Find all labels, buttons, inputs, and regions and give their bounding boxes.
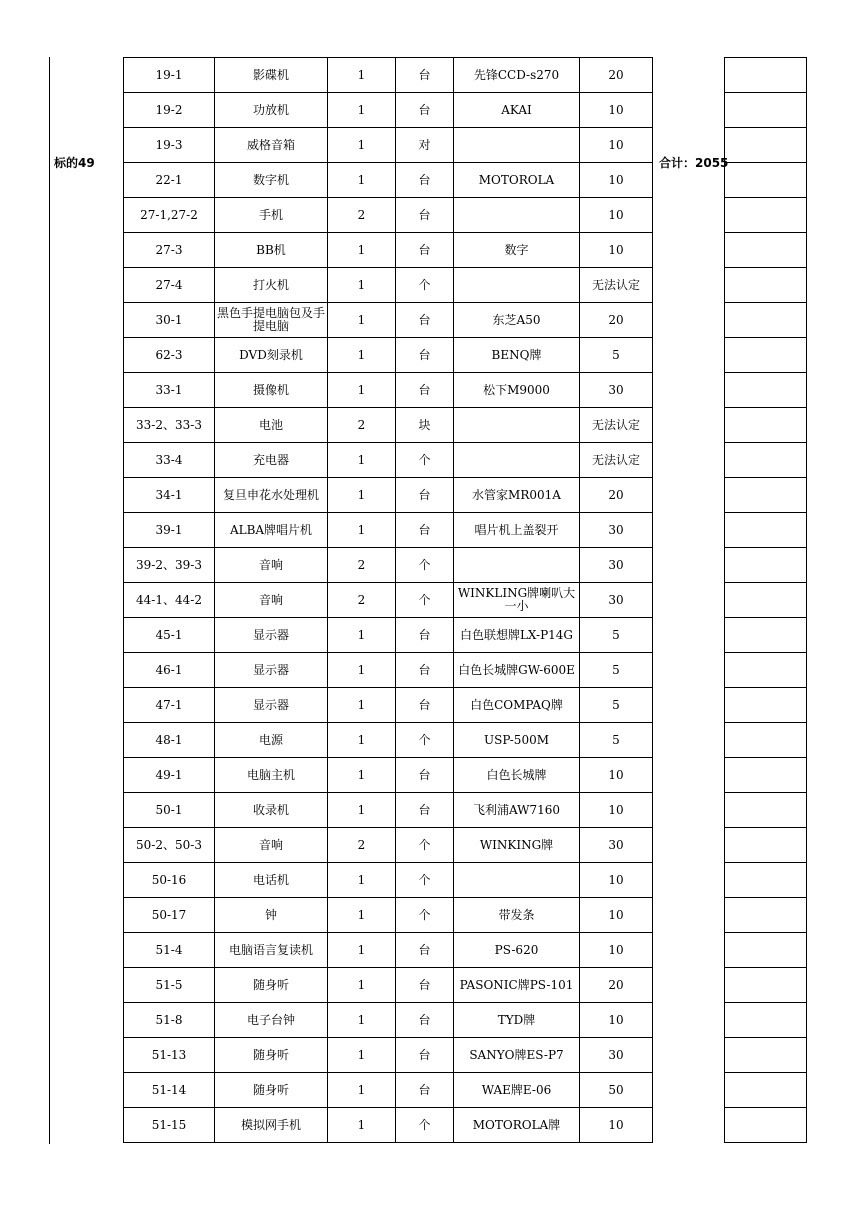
brand-model-cell: 松下M9000 [454,373,580,408]
total-label: 合计：2055 [659,156,729,170]
quantity-cell: 1 [328,1073,396,1108]
remarks-cell [725,513,807,548]
unit-cell: 台 [396,338,454,373]
quantity-cell: 1 [328,618,396,653]
brand-model-cell: 水管家MR001A [454,478,580,513]
remarks-cell [725,1108,807,1143]
unit-cell: 对 [396,128,454,163]
table-row [124,688,653,723]
item-number-cell: 45-1 [124,618,215,653]
table-row [124,1003,653,1038]
unit-cell: 台 [396,373,454,408]
item-number-cell: 27-1,27-2 [124,198,215,233]
brand-model-cell: 唱片机上盖裂开 [454,513,580,548]
remarks-row [725,863,807,898]
remarks-row [725,968,807,1003]
remarks-row [725,93,807,128]
item-name-cell: 功放机 [215,93,328,128]
table-row [124,758,653,793]
unit-cell: 个 [396,583,454,618]
brand-model-cell: WAE牌E-06 [454,1073,580,1108]
item-number-cell: 46-1 [124,653,215,688]
item-name-cell: 随身听 [215,1038,328,1073]
remarks-cell [725,93,807,128]
assessed-value-cell: 30 [580,373,653,408]
remarks-cell [725,758,807,793]
item-name-cell: 威格音箱 [215,128,328,163]
item-name-cell: 随身听 [215,1073,328,1108]
item-number-cell: 34-1 [124,478,215,513]
remarks-row [725,653,807,688]
brand-model-cell: AKAI [454,93,580,128]
remarks-column [724,57,807,1143]
remarks-cell [725,478,807,513]
unit-cell: 个 [396,268,454,303]
item-number-cell: 27-3 [124,233,215,268]
item-name-cell: 数字机 [215,163,328,198]
assessed-value-cell: 10 [580,933,653,968]
table-row [124,268,653,303]
table-row [124,58,653,93]
brand-model-cell: 白色长城牌GW-600E [454,653,580,688]
assessed-value-cell: 10 [580,1003,653,1038]
item-name-cell: 电子台钟 [215,1003,328,1038]
assessed-value-cell: 30 [580,513,653,548]
assessed-value-cell: 50 [580,1073,653,1108]
table-row [124,968,653,1003]
quantity-cell: 1 [328,758,396,793]
quantity-cell: 2 [328,548,396,583]
item-number-cell: 39-2、39-3 [124,548,215,583]
brand-model-cell: 白色联想牌LX-P14G [454,618,580,653]
remarks-row [725,548,807,583]
item-number-cell: 47-1 [124,688,215,723]
assessed-value-cell: 10 [580,898,653,933]
brand-model-cell [454,268,580,303]
quantity-cell: 1 [328,653,396,688]
table-row [124,373,653,408]
remarks-row [725,268,807,303]
unit-cell: 台 [396,688,454,723]
item-number-cell: 51-13 [124,1038,215,1073]
assessed-value-cell: 10 [580,163,653,198]
assessed-value-cell: 30 [580,548,653,583]
item-name-cell: 复旦申花水处理机 [215,478,328,513]
item-name-cell: 摄像机 [215,373,328,408]
item-number-cell: 39-1 [124,513,215,548]
table-row [124,828,653,863]
assessed-value-cell: 10 [580,233,653,268]
item-name-cell: 音响 [215,583,328,618]
item-number-cell: 51-8 [124,1003,215,1038]
quantity-cell: 1 [328,968,396,1003]
remarks-cell [725,653,807,688]
remarks-row [725,933,807,968]
item-number-cell: 50-17 [124,898,215,933]
item-number-cell: 19-1 [124,58,215,93]
remarks-row [725,408,807,443]
remarks-row [725,828,807,863]
item-number-cell: 33-4 [124,443,215,478]
table-row [124,163,653,198]
remarks-cell [725,303,807,338]
quantity-cell: 2 [328,583,396,618]
remarks-row [725,198,807,233]
table-row [124,303,653,338]
brand-model-cell: 带发条 [454,898,580,933]
remarks-row [725,233,807,268]
quantity-cell: 1 [328,93,396,128]
unit-cell: 台 [396,198,454,233]
remarks-row [725,443,807,478]
item-name-cell: 音响 [215,828,328,863]
item-number-cell: 51-4 [124,933,215,968]
table-row [124,863,653,898]
assessed-value-cell: 无法认定 [580,268,653,303]
remarks-row [725,688,807,723]
assessed-value-cell: 无法认定 [580,443,653,478]
assessed-value-cell: 10 [580,1108,653,1143]
quantity-cell: 1 [328,793,396,828]
remarks-cell [725,338,807,373]
remarks-row [725,128,807,163]
unit-cell: 台 [396,233,454,268]
table-row [124,93,653,128]
item-name-cell: DVD刻录机 [215,338,328,373]
remarks-cell [725,1038,807,1073]
assessed-value-cell: 10 [580,758,653,793]
assessed-value-cell: 20 [580,968,653,1003]
quantity-cell: 1 [328,443,396,478]
unit-cell: 台 [396,1038,454,1073]
remarks-cell [725,688,807,723]
remarks-row [725,618,807,653]
unit-cell: 台 [396,653,454,688]
item-number-cell: 50-1 [124,793,215,828]
quantity-cell: 1 [328,933,396,968]
remarks-cell [725,163,807,198]
unit-cell: 个 [396,443,454,478]
remarks-cell [725,793,807,828]
assessed-value-cell: 10 [580,863,653,898]
remarks-row [725,1108,807,1143]
unit-cell: 个 [396,548,454,583]
remarks-cell [725,828,807,863]
quantity-cell: 1 [328,1108,396,1143]
brand-model-cell: PASONIC牌PS-101 [454,968,580,1003]
assessed-value-cell: 10 [580,793,653,828]
items-table-body [124,58,653,1143]
quantity-cell: 1 [328,338,396,373]
brand-model-cell [454,408,580,443]
quantity-cell: 1 [328,303,396,338]
item-name-cell: 随身听 [215,968,328,1003]
assessed-value-cell: 30 [580,1038,653,1073]
quantity-cell: 1 [328,163,396,198]
quantity-cell: 1 [328,128,396,163]
item-name-cell: 显示器 [215,688,328,723]
brand-model-cell: 先锋CCD-s270 [454,58,580,93]
assessed-value-cell: 30 [580,583,653,618]
assessed-value-cell: 5 [580,653,653,688]
quantity-cell: 1 [328,1003,396,1038]
item-number-cell: 48-1 [124,723,215,758]
item-name-cell: 显示器 [215,618,328,653]
brand-model-cell: 白色COMPAQ牌 [454,688,580,723]
remarks-cell [725,618,807,653]
item-number-cell: 51-15 [124,1108,215,1143]
table-row [124,723,653,758]
unit-cell: 个 [396,723,454,758]
item-number-cell: 50-2、50-3 [124,828,215,863]
unit-cell: 台 [396,1003,454,1038]
remarks-cell [725,863,807,898]
brand-model-cell [454,548,580,583]
brand-model-cell: BENQ牌 [454,338,580,373]
remarks-cell [725,1073,807,1108]
quantity-cell: 1 [328,233,396,268]
items-table [123,57,653,1143]
item-name-cell: ALBA牌唱片机 [215,513,328,548]
item-name-cell: 影碟机 [215,58,328,93]
table-row [124,793,653,828]
assessed-value-cell: 30 [580,828,653,863]
remarks-row [725,1003,807,1038]
quantity-cell: 1 [328,373,396,408]
assessed-value-cell: 5 [580,618,653,653]
unit-cell: 台 [396,58,454,93]
unit-cell: 块 [396,408,454,443]
remarks-cell [725,723,807,758]
remarks-cell [725,128,807,163]
quantity-cell: 1 [328,478,396,513]
table-row [124,513,653,548]
remarks-row [725,758,807,793]
table-row [124,198,653,233]
remarks-cell [725,443,807,478]
item-name-cell: 钟 [215,898,328,933]
assessed-value-cell: 5 [580,688,653,723]
table-row [124,548,653,583]
remarks-row [725,478,807,513]
remarks-cell [725,373,807,408]
brand-model-cell: 飞利浦AW7160 [454,793,580,828]
assessed-value-cell: 10 [580,93,653,128]
item-number-cell: 62-3 [124,338,215,373]
remarks-row [725,338,807,373]
remarks-row [725,1073,807,1108]
quantity-cell: 1 [328,688,396,723]
brand-model-cell: USP-500M [454,723,580,758]
assessed-value-cell: 5 [580,338,653,373]
item-number-cell: 30-1 [124,303,215,338]
quantity-cell: 1 [328,58,396,93]
table-row [124,1073,653,1108]
assessed-value-cell: 20 [580,58,653,93]
item-name-cell: 黑色手提电脑包及手提电脑 [215,303,328,338]
assessed-value-cell: 5 [580,723,653,758]
unit-cell: 台 [396,163,454,198]
table-row [124,1038,653,1073]
brand-model-cell: 白色长城牌 [454,758,580,793]
item-name-cell: 充电器 [215,443,328,478]
item-name-cell: 模拟网手机 [215,1108,328,1143]
remarks-row [725,58,807,93]
table-row [124,128,653,163]
item-name-cell: 电脑主机 [215,758,328,793]
unit-cell: 台 [396,1073,454,1108]
remarks-cell [725,233,807,268]
item-name-cell: 显示器 [215,653,328,688]
remarks-cell [725,548,807,583]
brand-model-cell: WINKLING牌喇叭大一小 [454,583,580,618]
brand-model-cell [454,128,580,163]
brand-model-cell [454,198,580,233]
lot-label: 标的49 [54,156,95,170]
unit-cell: 台 [396,968,454,1003]
unit-cell: 台 [396,478,454,513]
unit-cell: 台 [396,793,454,828]
brand-model-cell: MOTOROLA牌 [454,1108,580,1143]
unit-cell: 台 [396,303,454,338]
assessed-value-cell: 10 [580,198,653,233]
assessed-value-cell: 20 [580,478,653,513]
quantity-cell: 1 [328,723,396,758]
table-row [124,653,653,688]
item-name-cell: 电脑语言复读机 [215,933,328,968]
assessed-value-cell: 无法认定 [580,408,653,443]
item-number-cell: 19-2 [124,93,215,128]
table-row [124,898,653,933]
quantity-cell: 1 [328,513,396,548]
remarks-row [725,583,807,618]
item-name-cell: 打火机 [215,268,328,303]
table-row [124,583,653,618]
brand-model-cell: SANYO牌ES-P7 [454,1038,580,1073]
item-number-cell: 50-16 [124,863,215,898]
unit-cell: 台 [396,93,454,128]
quantity-cell: 2 [328,828,396,863]
unit-cell: 台 [396,513,454,548]
item-name-cell: 电源 [215,723,328,758]
item-name-cell: 音响 [215,548,328,583]
quantity-cell: 1 [328,268,396,303]
remarks-row [725,1038,807,1073]
unit-cell: 个 [396,1108,454,1143]
table-row [124,618,653,653]
table-row [124,933,653,968]
remarks-cell [725,933,807,968]
remarks-row [725,723,807,758]
remarks-row [725,303,807,338]
remarks-row [725,513,807,548]
item-number-cell: 33-2、33-3 [124,408,215,443]
item-name-cell: 收录机 [215,793,328,828]
remarks-cell [725,198,807,233]
item-number-cell: 19-3 [124,128,215,163]
brand-model-cell [454,443,580,478]
table-row [124,408,653,443]
remarks-row [725,793,807,828]
item-number-cell: 33-1 [124,373,215,408]
quantity-cell: 1 [328,863,396,898]
item-number-cell: 44-1、44-2 [124,583,215,618]
remarks-column-body [725,58,807,1143]
quantity-cell: 2 [328,198,396,233]
brand-model-cell: WINKING牌 [454,828,580,863]
remarks-row [725,373,807,408]
unit-cell: 台 [396,758,454,793]
brand-model-cell: PS-620 [454,933,580,968]
remarks-cell [725,268,807,303]
item-name-cell: 电话机 [215,863,328,898]
unit-cell: 台 [396,933,454,968]
remarks-cell [725,58,807,93]
unit-cell: 个 [396,863,454,898]
item-name-cell: BB机 [215,233,328,268]
item-number-cell: 51-14 [124,1073,215,1108]
table-row [124,233,653,268]
brand-model-cell: MOTOROLA [454,163,580,198]
remarks-cell [725,898,807,933]
unit-cell: 个 [396,828,454,863]
quantity-cell: 1 [328,1038,396,1073]
assessed-value-cell: 20 [580,303,653,338]
brand-model-cell: TYD牌 [454,1003,580,1038]
assessed-value-cell: 10 [580,128,653,163]
remarks-row [725,163,807,198]
quantity-cell: 2 [328,408,396,443]
item-name-cell: 手机 [215,198,328,233]
remarks-cell [725,968,807,1003]
unit-cell: 台 [396,618,454,653]
remarks-cell [725,1003,807,1038]
table-row [124,443,653,478]
table-row [124,1108,653,1143]
unit-cell: 个 [396,898,454,933]
left-margin-rule [49,57,50,1144]
remarks-cell [725,408,807,443]
item-number-cell: 22-1 [124,163,215,198]
item-number-cell: 51-5 [124,968,215,1003]
remarks-cell [725,583,807,618]
brand-model-cell: 数字 [454,233,580,268]
item-number-cell: 27-4 [124,268,215,303]
brand-model-cell: 东芝A50 [454,303,580,338]
item-name-cell: 电池 [215,408,328,443]
table-row [124,338,653,373]
table-row [124,478,653,513]
item-number-cell: 49-1 [124,758,215,793]
brand-model-cell [454,863,580,898]
remarks-row [725,898,807,933]
quantity-cell: 1 [328,898,396,933]
